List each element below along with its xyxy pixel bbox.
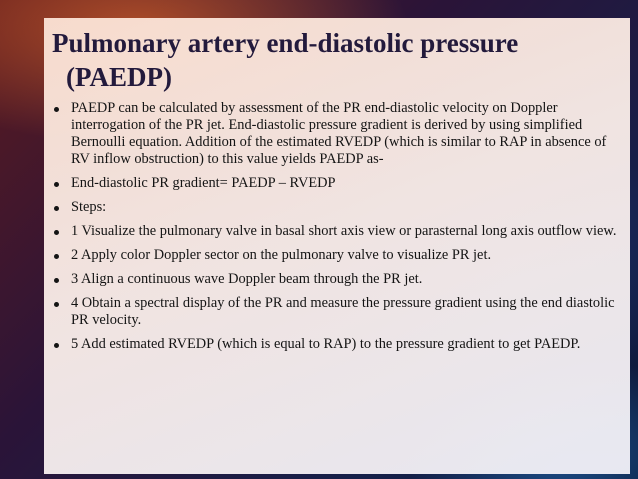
bullet-item (52, 223, 622, 240)
bullet-text: 2 Apply color Doppler sector on the pulmonary valve to visualize PR jet. (71, 247, 492, 263)
bullet-item (52, 199, 622, 216)
bullet-dot-icon (54, 278, 59, 283)
bullet-item (52, 100, 622, 168)
bullet-text: 1 Visualize the pulmonary valve in basal short axis view or parasternal long axis outflow view. (71, 223, 617, 239)
bullet-item (52, 175, 622, 192)
bullet-text: PAEDP can be calculated by assessment of the PR end-diastolic velocity on Doppler interrogation of the PR jet. End-diastolic pressure gradient is derived by using simplified Bernoulli equation. Addition of the estimated RVEDP (which is similar to RAP in absence of RV inflow obstruction) to this value yields PAEDP as- (71, 100, 607, 167)
bullet-dot-icon (54, 230, 59, 235)
bullet-text: 5 Add estimated RVEDP (which is equal to RAP) to the pressure gradient to get PAEDP. (71, 336, 581, 352)
bullet-dot-icon (54, 182, 59, 187)
title-line-2: (PAEDP) (66, 62, 172, 92)
bullet-text: Steps: (71, 199, 107, 215)
bullet-item (52, 247, 622, 264)
bullet-item (52, 271, 622, 288)
bullet-text: 3 Align a continuous wave Doppler beam through the PR jet. (71, 271, 423, 287)
bullet-text: End-diastolic PR gradient= PAEDP – RVEDP (71, 175, 336, 191)
bullet-dot-icon (54, 206, 59, 211)
bullet-list (52, 100, 622, 360)
bullet-item (52, 295, 622, 329)
bullet-dot-icon (54, 107, 59, 112)
slide-title (52, 26, 622, 94)
bullet-dot-icon (54, 254, 59, 259)
title-line-1: Pulmonary artery end-diastolic pressure (52, 28, 519, 58)
bullet-dot-icon (54, 302, 59, 307)
bullet-item (52, 336, 622, 353)
bullet-dot-icon (54, 343, 59, 348)
bullet-text: 4 Obtain a spectral display of the PR and measure the pressure gradient using the end diastolic PR velocity. (71, 295, 615, 328)
